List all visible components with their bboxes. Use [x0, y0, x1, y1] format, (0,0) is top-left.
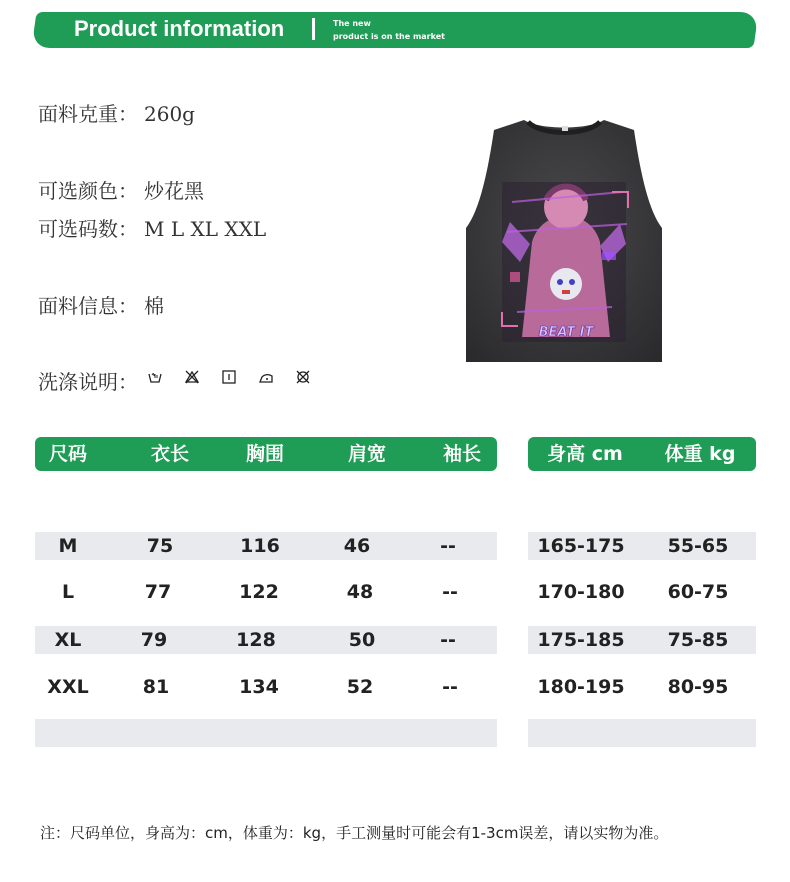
table-cell: 175-185: [537, 629, 625, 651]
table-cell: 134: [239, 676, 279, 698]
table-cell: XXL: [47, 676, 89, 698]
table-cell: 48: [346, 581, 374, 603]
table-cell: --: [440, 535, 456, 557]
table-cell: 55-65: [667, 535, 729, 557]
shirt-print-text: BEAT IT: [538, 325, 594, 340]
size-row-bg: [35, 719, 497, 747]
spec-fabric-label: 面料信息：: [38, 294, 138, 318]
footnote: 注：尺码单位，身高为：cm，体重为：kg，手工测量时可能会有1-3cm误差，请以实物为准。: [40, 824, 669, 842]
size-header-shoulder: 肩宽: [347, 443, 386, 465]
table-cell: L: [61, 581, 75, 603]
table-cell: 170-180: [537, 581, 625, 603]
table-cell: --: [442, 581, 458, 603]
spec-color-value: 炒花黑: [144, 179, 204, 203]
table-cell: 128: [236, 629, 276, 651]
size-header-sleeve: 袖长: [442, 443, 481, 465]
table-cell: --: [442, 676, 458, 698]
header-title: Product information: [74, 16, 285, 41]
header-divider: [312, 18, 315, 40]
spec-sizes-value: M L XL XXL: [144, 217, 267, 241]
table-cell: 50: [348, 629, 376, 651]
size-header-length: 衣长: [150, 443, 189, 465]
care-icons: [148, 369, 328, 385]
tumble-dry-icon: [222, 369, 236, 383]
table-cell: 122: [239, 581, 279, 603]
product-image: [462, 112, 666, 370]
spec-fabric-value: 棉: [144, 294, 164, 318]
fit-header-weight: 体重 kg: [664, 443, 736, 465]
table-cell: 52: [346, 676, 374, 698]
spec-wash-label: 洗涤说明：: [38, 370, 138, 394]
table-cell: M: [58, 535, 78, 557]
table-cell: 75: [146, 535, 174, 557]
no-bleach-icon: [185, 369, 199, 383]
fit-header-height: 身高 cm: [547, 443, 623, 465]
spec-sizes-label: 可选码数：: [38, 217, 138, 241]
table-cell: 46: [343, 535, 371, 557]
table-cell: XL: [54, 629, 82, 651]
spec-weight-value: 260g: [144, 102, 195, 126]
table-cell: 180-195: [537, 676, 625, 698]
table-cell: --: [440, 629, 456, 651]
header-subtitle-line1: The new: [333, 19, 371, 28]
table-cell: 75-85: [667, 629, 729, 651]
header-subtitle: [333, 17, 445, 43]
table-cell: 81: [142, 676, 170, 698]
table-cell: 60-75: [667, 581, 729, 603]
table-cell: 77: [144, 581, 172, 603]
table-cell: 165-175: [537, 535, 625, 557]
spec-color: [38, 175, 204, 204]
spec-fabric: [38, 290, 164, 319]
spec-weight: [38, 98, 195, 127]
table-cell: 116: [240, 535, 280, 557]
iron-icon: [259, 369, 273, 383]
size-header-size: 尺码: [48, 443, 87, 465]
spec-wash: [38, 366, 138, 395]
size-header-chest: 胸围: [245, 443, 284, 465]
header-subtitle-line2: product is on the market: [333, 32, 445, 41]
hand-wash-icon: [148, 369, 162, 383]
fit-row-bg: [528, 719, 756, 747]
table-cell: 79: [140, 629, 168, 651]
spec-weight-label: 面料克重：: [38, 102, 138, 126]
no-dry-clean-icon: [296, 369, 310, 383]
table-cell: 80-95: [667, 676, 729, 698]
spec-sizes: [38, 213, 266, 242]
spec-color-label: 可选颜色：: [38, 179, 138, 203]
